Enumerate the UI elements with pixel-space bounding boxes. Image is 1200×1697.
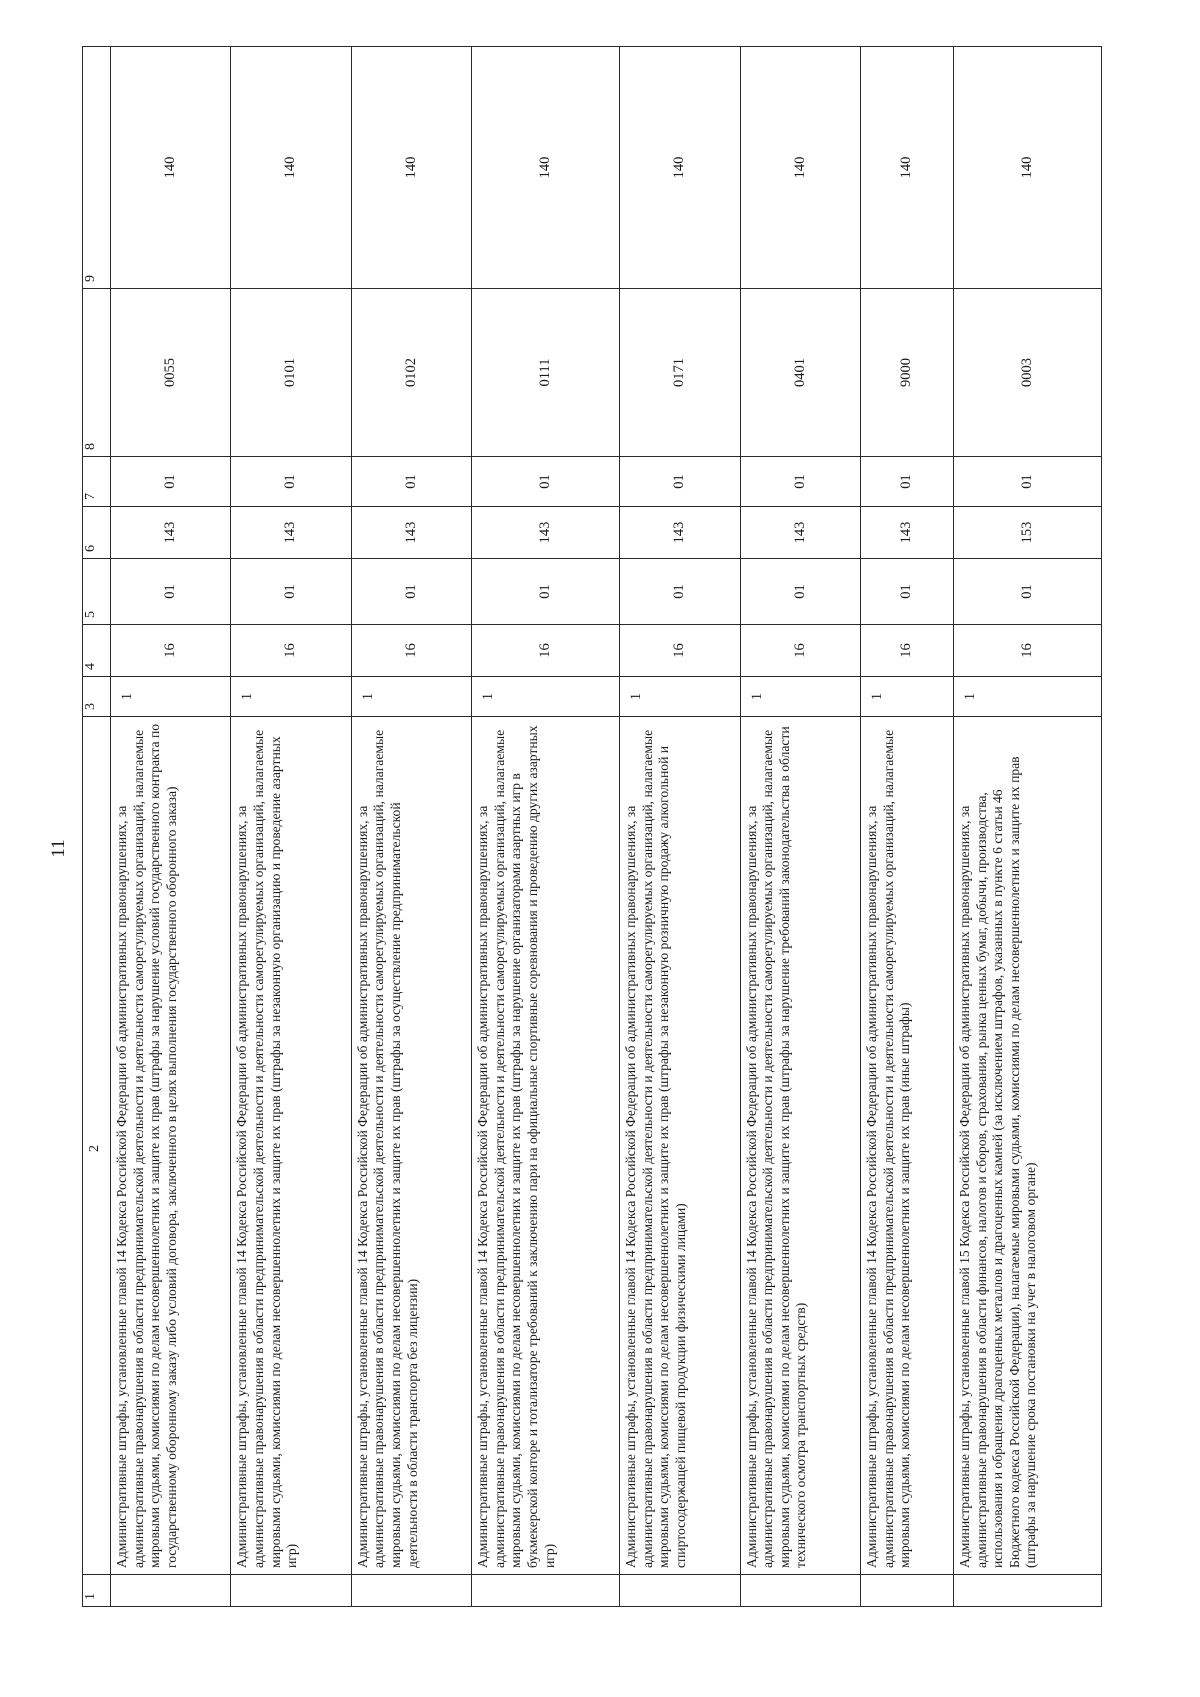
code-cell-5: 01 (472, 559, 620, 625)
code-cell-3: 1 (620, 677, 740, 717)
budget-classification-table (82, 46, 1102, 1607)
header-cell-7: 7 (83, 457, 111, 507)
code-cell-7: 01 (861, 457, 954, 507)
table-row (620, 47, 740, 1607)
code-cell-4: 16 (861, 625, 954, 677)
code-cell-6: 143 (861, 507, 954, 559)
header-cell-5: 5 (83, 559, 111, 625)
row-cell-1 (953, 1575, 1101, 1607)
code-cell-8: 0171 (620, 289, 740, 457)
row-description: Административные штрафы, установленные главой 14 Кодекса Российской Федерации об административных правонарушениях, за административные правонарушения в области предпринимательской деятельности и деятельности саморегулируемых организаций, налагаемые мировыми судьями, комиссиями по делам несовершеннолетних и защите их прав (штрафы за нарушение организаторами азартных игр в букмекерской конторе и тотализаторе требований к заключению пари на официальные спортивные соревнования и проведению других азартных игр) (472, 717, 620, 1575)
table-row (861, 47, 954, 1607)
code-cell-8: 9000 (861, 289, 954, 457)
row-description: Административные штрафы, установленные главой 14 Кодекса Российской Федерации об административных правонарушениях, за административные правонарушения в области предпринимательской деятельности и деятельности саморегулируемых организаций, налагаемые мировыми судьями, комиссиями по делам несовершеннолетних и защите их прав (штрафы за осуществление предпринимательской деятельности в области транспорта без лицензии) (351, 717, 471, 1575)
row-cell-1 (861, 1575, 954, 1607)
code-cell-4: 16 (231, 625, 351, 677)
code-cell-8: 0003 (953, 289, 1101, 457)
code-cell-3: 1 (861, 677, 954, 717)
row-cell-1 (620, 1575, 740, 1607)
code-cell-9: 140 (351, 47, 471, 289)
code-cell-9: 140 (231, 47, 351, 289)
row-description: Административные штрафы, установленные главой 14 Кодекса Российской Федерации об административных правонарушениях, за административные правонарушения в области предпринимательской деятельности и деятельности саморегулируемых организаций, налагаемые мировыми судьями, комиссиями по делам несовершеннолетних и защите их прав (иные штрафы) (861, 717, 954, 1575)
code-cell-6: 143 (351, 507, 471, 559)
code-cell-4: 16 (953, 625, 1101, 677)
code-cell-4: 16 (620, 625, 740, 677)
table-row (953, 47, 1101, 1607)
row-description: Административные штрафы, установленные главой 15 Кодекса Российской Федерации об административных правонарушениях, за административные правонарушения в области финансов, налогов и сборов, страхования, рынка ценных бумаг, добычи, производства, использования и обращения драгоценных металлов и драгоценных камней (за исключением штрафов, указанных в пункте 6 статьи 46 Бюджетного кодекса Российской Федерации), налагаемые мировыми судьями, комиссиями по делам несовершеннолетних и защите их прав (штрафы за нарушение срока постановки на учет в налоговом органе) (953, 717, 1101, 1575)
header-cell-9: 9 (83, 47, 111, 289)
code-cell-5: 01 (740, 559, 860, 625)
code-cell-7: 01 (953, 457, 1101, 507)
code-cell-9: 140 (953, 47, 1101, 289)
header-cell-4: 4 (83, 625, 111, 677)
code-cell-7: 01 (472, 457, 620, 507)
code-cell-6: 143 (111, 507, 231, 559)
code-cell-5: 01 (351, 559, 471, 625)
code-cell-8: 0101 (231, 289, 351, 457)
code-cell-3: 1 (472, 677, 620, 717)
code-cell-9: 140 (620, 47, 740, 289)
code-cell-4: 16 (351, 625, 471, 677)
code-cell-7: 01 (111, 457, 231, 507)
code-cell-7: 01 (620, 457, 740, 507)
code-cell-3: 1 (953, 677, 1101, 717)
code-cell-8: 0401 (740, 289, 860, 457)
row-cell-1 (111, 1575, 231, 1607)
code-cell-3: 1 (111, 677, 231, 717)
code-cell-8: 0111 (472, 289, 620, 457)
code-cell-5: 01 (861, 559, 954, 625)
code-cell-6: 143 (472, 507, 620, 559)
row-description: Административные штрафы, установленные главой 14 Кодекса Российской Федерации об административных правонарушениях, за административные правонарушения в области предпринимательской деятельности и деятельности саморегулируемых организаций, налагаемые мировыми судьями, комиссиями по делам несовершеннолетних и защите их прав (штрафы за нарушение требований законодательства в области технического осмотра транспортных средств) (740, 717, 860, 1575)
code-cell-7: 01 (740, 457, 860, 507)
code-cell-9: 140 (740, 47, 860, 289)
row-description: Административные штрафы, установленные главой 14 Кодекса Российской Федерации об административных правонарушениях, за административные правонарушения в области предпринимательской деятельности и деятельности саморегулируемых организаций, налагаемые мировыми судьями, комиссиями по делам несовершеннолетних и защите их прав (штрафы за незаконную розничную продажу алкогольной и спиртосодержащей пищевой продукции физическими лицами) (620, 717, 740, 1575)
row-description: Административные штрафы, установленные главой 14 Кодекса Российской Федерации об административных правонарушениях, за административные правонарушения в области предпринимательской деятельности и деятельности саморегулируемых организаций, налагаемые мировыми судьями, комиссиями по делам несовершеннолетних и защите их прав (штрафы за незаконную организацию и проведение азартных игр) (231, 717, 351, 1575)
header-cell-6: 6 (83, 507, 111, 559)
code-cell-7: 01 (351, 457, 471, 507)
code-cell-6: 153 (953, 507, 1101, 559)
row-cell-1 (472, 1575, 620, 1607)
row-description: Административные штрафы, установленные главой 14 Кодекса Российской Федерации об административных правонарушениях, за административные правонарушения в области предпринимательской деятельности и деятельности саморегулируемых организаций, налагаемые мировыми судьями, комиссиями по делам несовершеннолетних и защите их прав (штрафы за нарушение условий государственного контракта по государственному оборонному заказу либо условий договора, заключенного в целях выполнения государственного оборонного заказа) (111, 717, 231, 1575)
table-row (351, 47, 471, 1607)
code-cell-3: 1 (231, 677, 351, 717)
header-cell-8: 8 (83, 289, 111, 457)
code-cell-5: 01 (111, 559, 231, 625)
page-number: 11 (48, 839, 69, 858)
row-cell-1 (351, 1575, 471, 1607)
row-cell-1 (231, 1575, 351, 1607)
code-cell-5: 01 (953, 559, 1101, 625)
code-cell-9: 140 (111, 47, 231, 289)
header-cell-1: 1 (83, 1575, 111, 1607)
code-cell-8: 0102 (351, 289, 471, 457)
row-cell-1 (740, 1575, 860, 1607)
table-header-row (83, 47, 111, 1607)
code-cell-5: 01 (620, 559, 740, 625)
header-cell-3: 3 (83, 677, 111, 717)
table-row (472, 47, 620, 1607)
table-row (231, 47, 351, 1607)
code-cell-6: 143 (620, 507, 740, 559)
table-row (111, 47, 231, 1607)
header-cell-2: 2 (83, 717, 111, 1575)
code-cell-6: 143 (231, 507, 351, 559)
code-cell-4: 16 (472, 625, 620, 677)
code-cell-3: 1 (351, 677, 471, 717)
code-cell-9: 140 (472, 47, 620, 289)
code-cell-7: 01 (231, 457, 351, 507)
table-row (740, 47, 860, 1607)
code-cell-4: 16 (740, 625, 860, 677)
code-cell-3: 1 (740, 677, 860, 717)
code-cell-9: 140 (861, 47, 954, 289)
code-cell-5: 01 (231, 559, 351, 625)
code-cell-8: 0055 (111, 289, 231, 457)
code-cell-4: 16 (111, 625, 231, 677)
code-cell-6: 143 (740, 507, 860, 559)
